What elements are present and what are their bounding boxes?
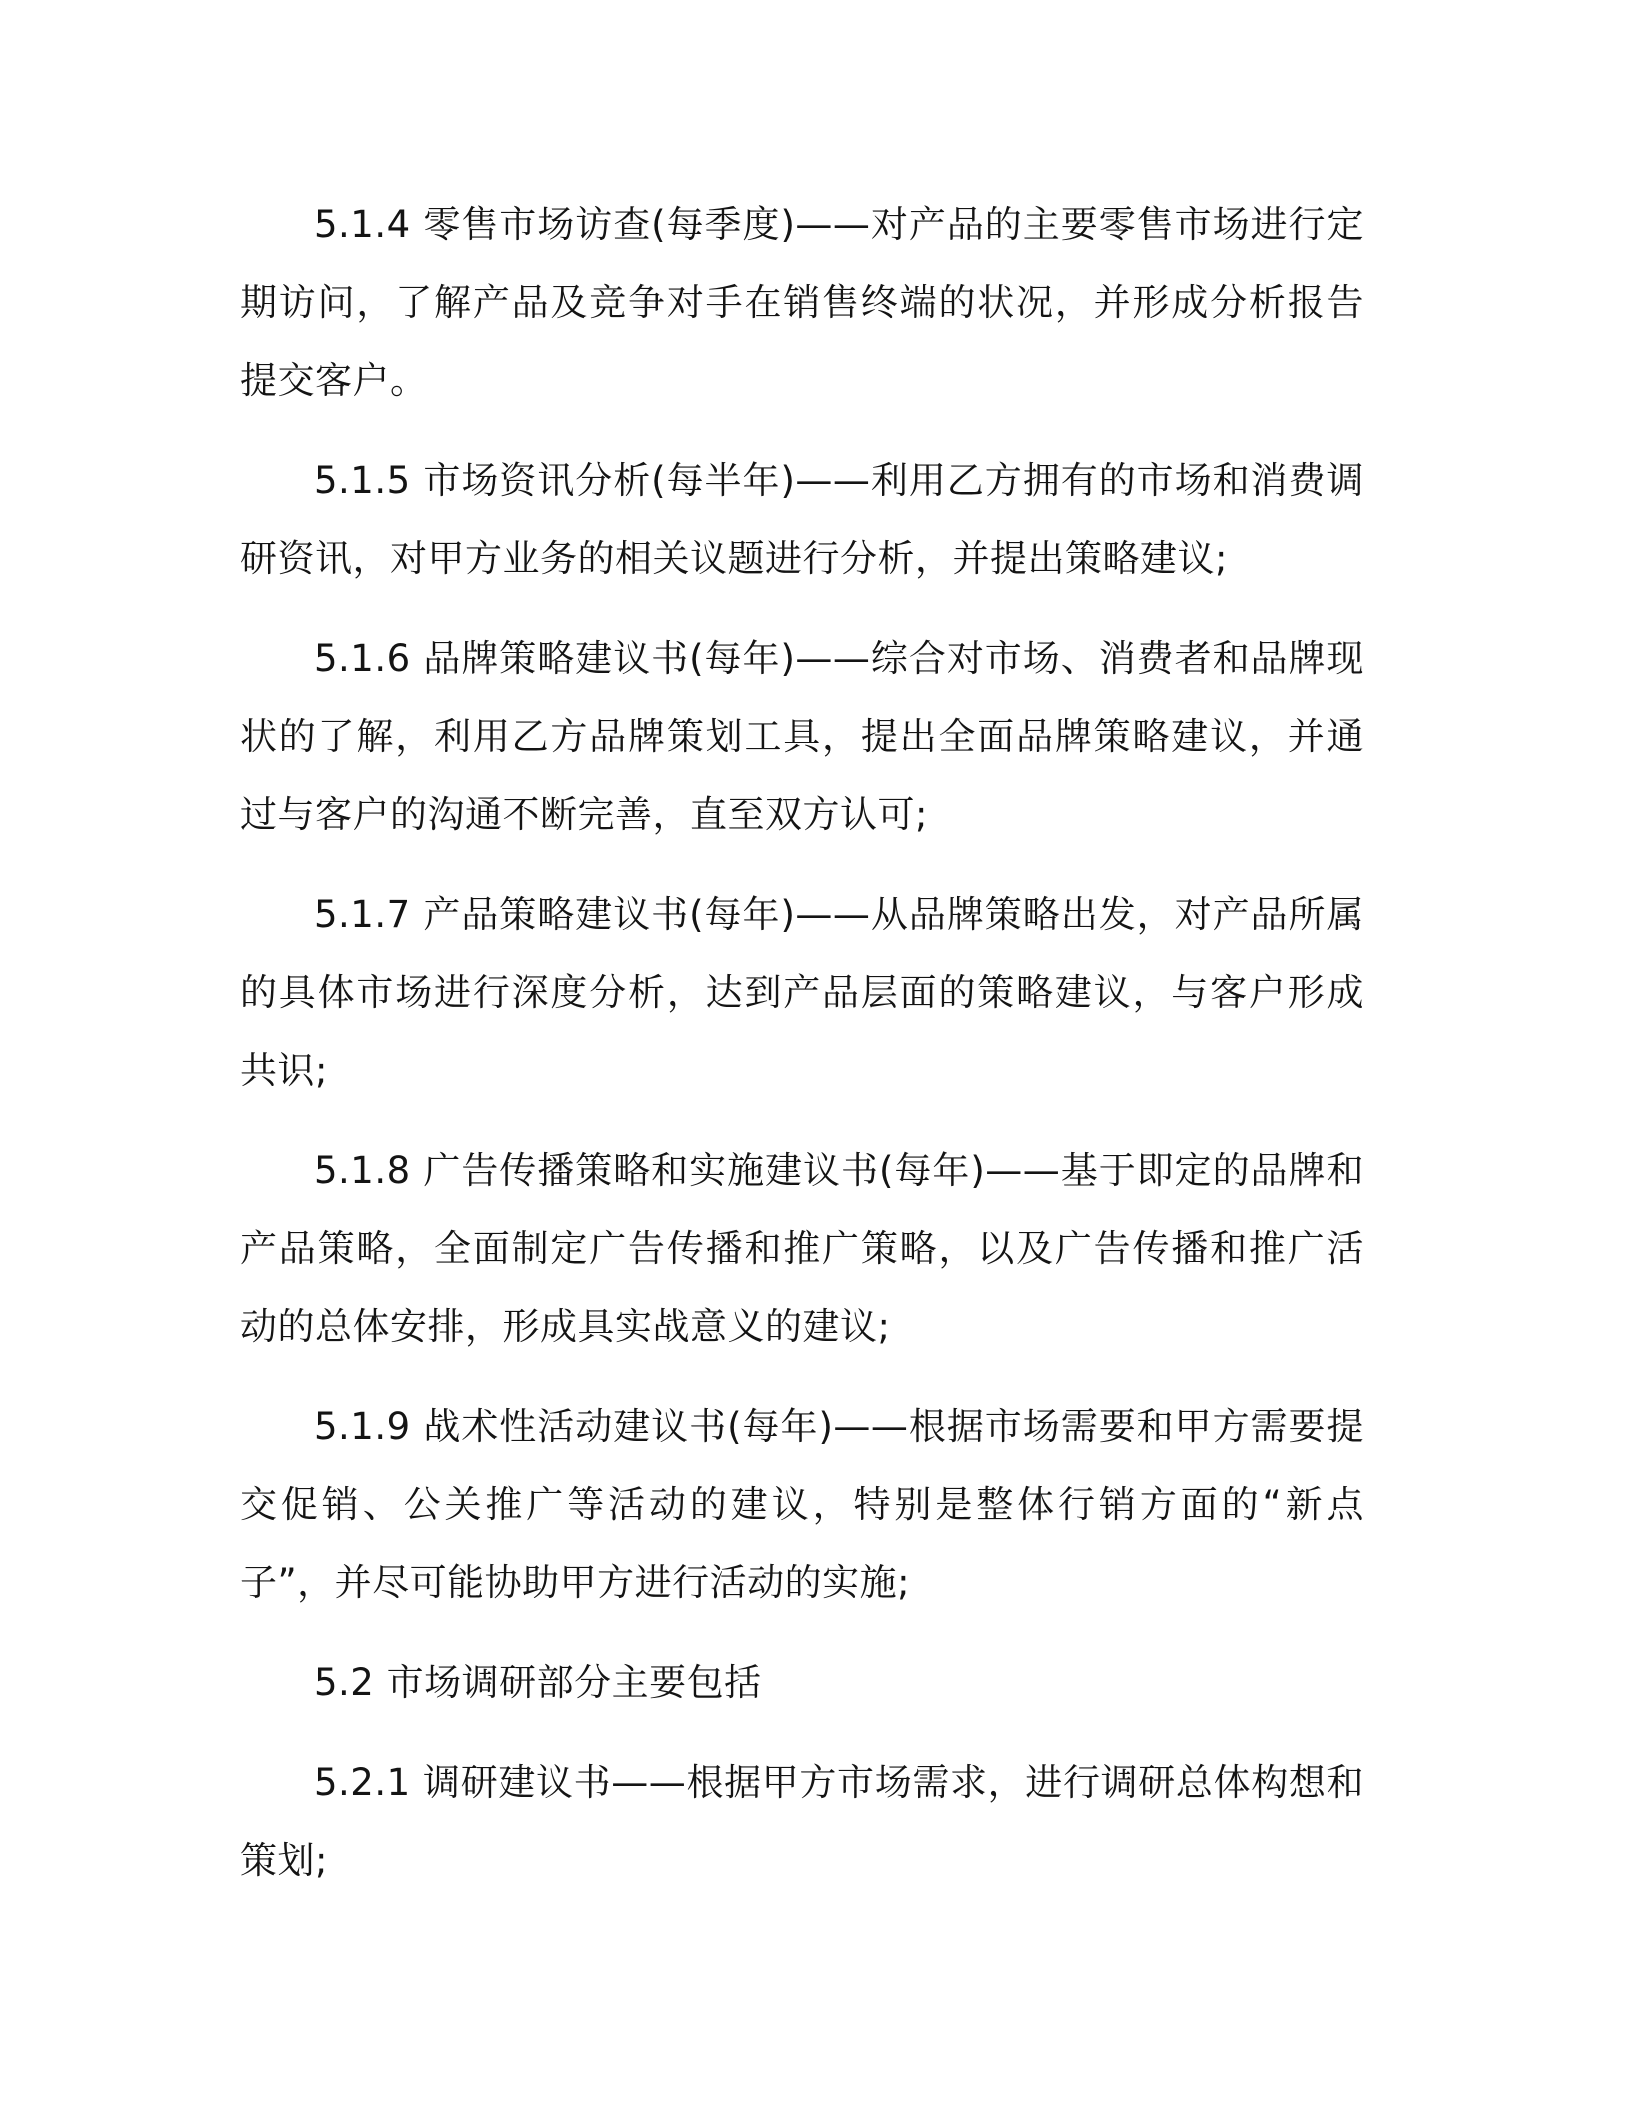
paragraph-5-1-9: 5.1.9 战术性活动建议书(每年)——根据市场需要和甲方需要提交促销、公关推广等活动的建议，特别是整体行销方面的“新点子”，并尽可能协助甲方进行活动的实施; [240,1405,1364,1604]
section-heading-5-2: 5.2 市场调研部分主要包括 [314,1661,762,1704]
paragraph-5-1-7: 5.1.7 产品策略建议书(每年)——从品牌策略出发，对产品所属的具体市场进行深度分析，达到产品层面的策略建议，与客户形成共识; [240,893,1364,1092]
paragraph-5-1-6: 5.1.6 品牌策略建议书(每年)——综合对市场、消费者和品牌现状的了解，利用乙方品牌策划工具，提出全面品牌策略建议，并通过与客户的沟通不断完善，直至双方认可; [240,637,1364,836]
paragraph-5-1-8: 5.1.8 广告传播策略和实施建议书(每年)——基于即定的品牌和产品策略，全面制定广告传播和推广策略，以及广告传播和推广活动的总体安排，形成具实战意义的建议; [240,1149,1364,1348]
paragraph-5-1-4: 5.1.4 零售市场访查(每季度)——对产品的主要零售市场进行定期访问，了解产品及竞争对手在销售终端的状况，并形成分析报告提交客户。 [240,203,1364,402]
paragraph-5-1-5: 5.1.5 市场资讯分析(每半年)——利用乙方拥有的市场和消费调研资讯，对甲方业务的相关议题进行分析，并提出策略建议; [240,459,1364,580]
paragraph-5-2-1: 5.2.1 调研建议书——根据甲方市场需求，进行调研总体构想和策划; [240,1761,1364,1882]
document-body [240,186,1364,1922]
